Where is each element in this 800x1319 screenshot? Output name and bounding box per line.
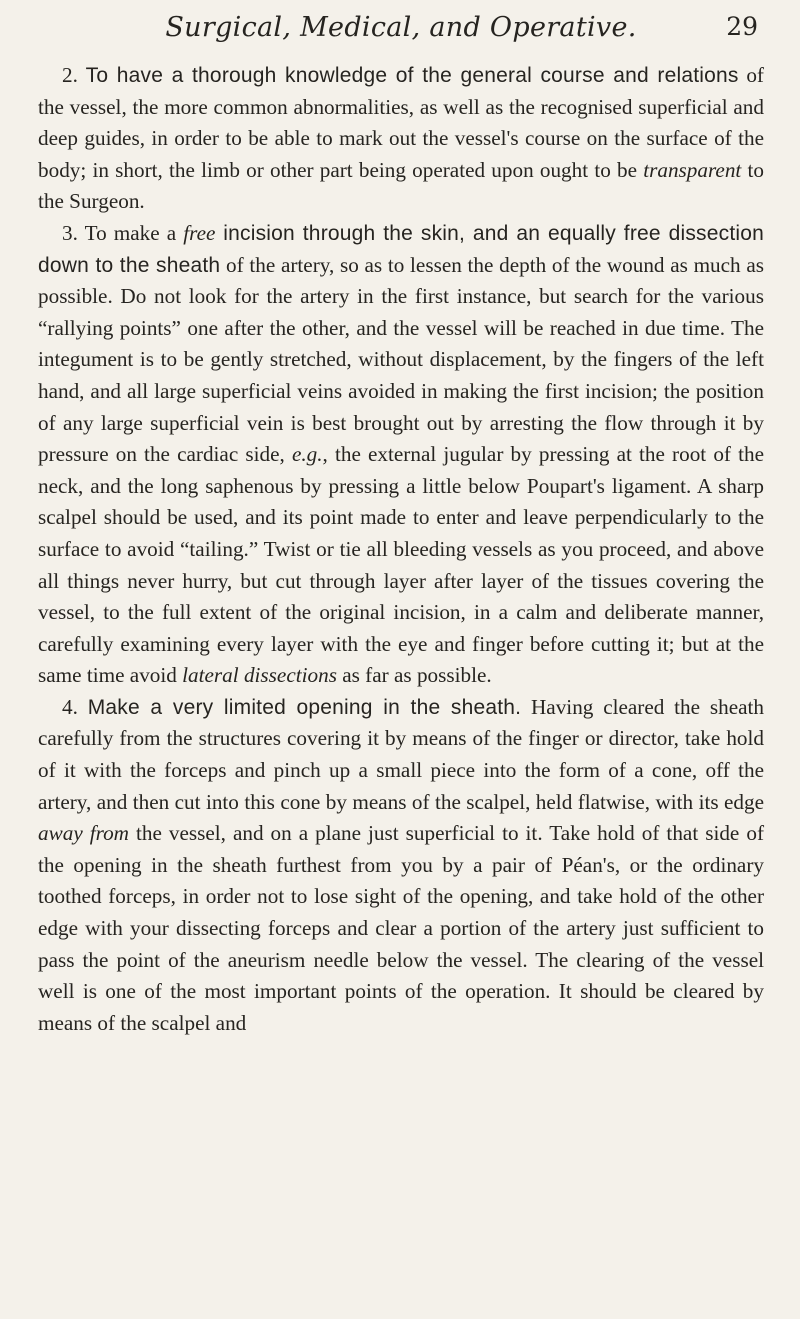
paragraph-text: , the external jugular by pressing at the root of the neck, and the long saphenous by pressing a little below Poupart's ligament. A sharp scalpel should be used, and its point made to enter and leave perpendicularly to the surface to avoid “tailing.” Twist or tie all bleeding vessels as you proceed, and above all things never hurry, but cut through layer after layer of the tissues covering the vessel, to the full extent of the original incision, in a calm and deliberate manner, carefully examining every layer with the eye and finger before cutting it; but at the same time avoid [38,442,764,688]
running-head [38,6,764,50]
page-body [38,60,764,1039]
paragraph-heading: Make a very limited opening in the sheath. [87,695,522,719]
paragraph-text: Having cleared the sheath carefully from the structures covering it by means of the finger or director, take hold of it with the forceps and pinch up a small piece into the form of a cone, off the artery, and then cut into this cone by means of the scalpel, held flatwise, with its edge [38,694,765,814]
emphasis: e.g. [291,442,323,467]
paragraph-3 [38,218,764,692]
emphasis: lateral dissections [182,663,337,688]
paragraph-text: as far as possible. [336,663,492,688]
paragraph-heading: incision through the skin, and an equally free dissection down to the sheath [38,221,764,277]
paragraph-number: 2. [62,63,78,87]
paragraph-lead: To make a [84,220,184,245]
paragraph-heading: To have a thorough knowledge of the general course and relations [85,64,739,87]
paragraph-number: 4. [62,694,78,719]
running-title: Surgical, Medical, and Operative. [165,12,637,43]
paragraph-text: the vessel, and on a plane just superficial to it. Take hold of that side of the opening in the sheath furthest from you by a pair of Péan's, or the ordinary toothed forceps, in order not to lose sight of the opening, and take hold of the other edge with your dissecting forceps and clear a portion of the artery just sufficient to pass the point of the aneurism needle below the vessel. The clearing of the vessel well is one of the most important points of the operation. It should be cleared by means of the scalpel and [38,821,764,1035]
paragraph-2 [38,60,764,218]
paragraph-number: 3. [62,220,78,245]
book-page [0,6,800,1319]
emphasis: free [183,220,216,245]
paragraph-text: of the artery, so as to lessen the depth of the wound as much as possible. Do not look for the artery in the first instance, but search for the various “rallying points” one after the other, and the vessel will be reached in due time. The integument is to be gently stretched, without displacement, by the fingers of the left hand, and all large superficial veins avoided in making the first incision; the position of any large superficial vein is best brought out by arresting the flow through it by pressure on the cardiac side, [38,252,764,467]
paragraph-4 [38,692,764,1040]
emphasis: transparent [643,157,742,182]
paragraph-text: to the Surgeon. [38,157,765,214]
page-number: 29 [726,12,758,41]
paragraph-text: of the vessel, the more common abnormalities, as well as the recognised superficial and deep guides, in order to be able to mark out the vessel's course on the surface of the body; in short, the limb or other part being operated upon ought to be [38,63,764,182]
emphasis: away from [38,821,129,846]
